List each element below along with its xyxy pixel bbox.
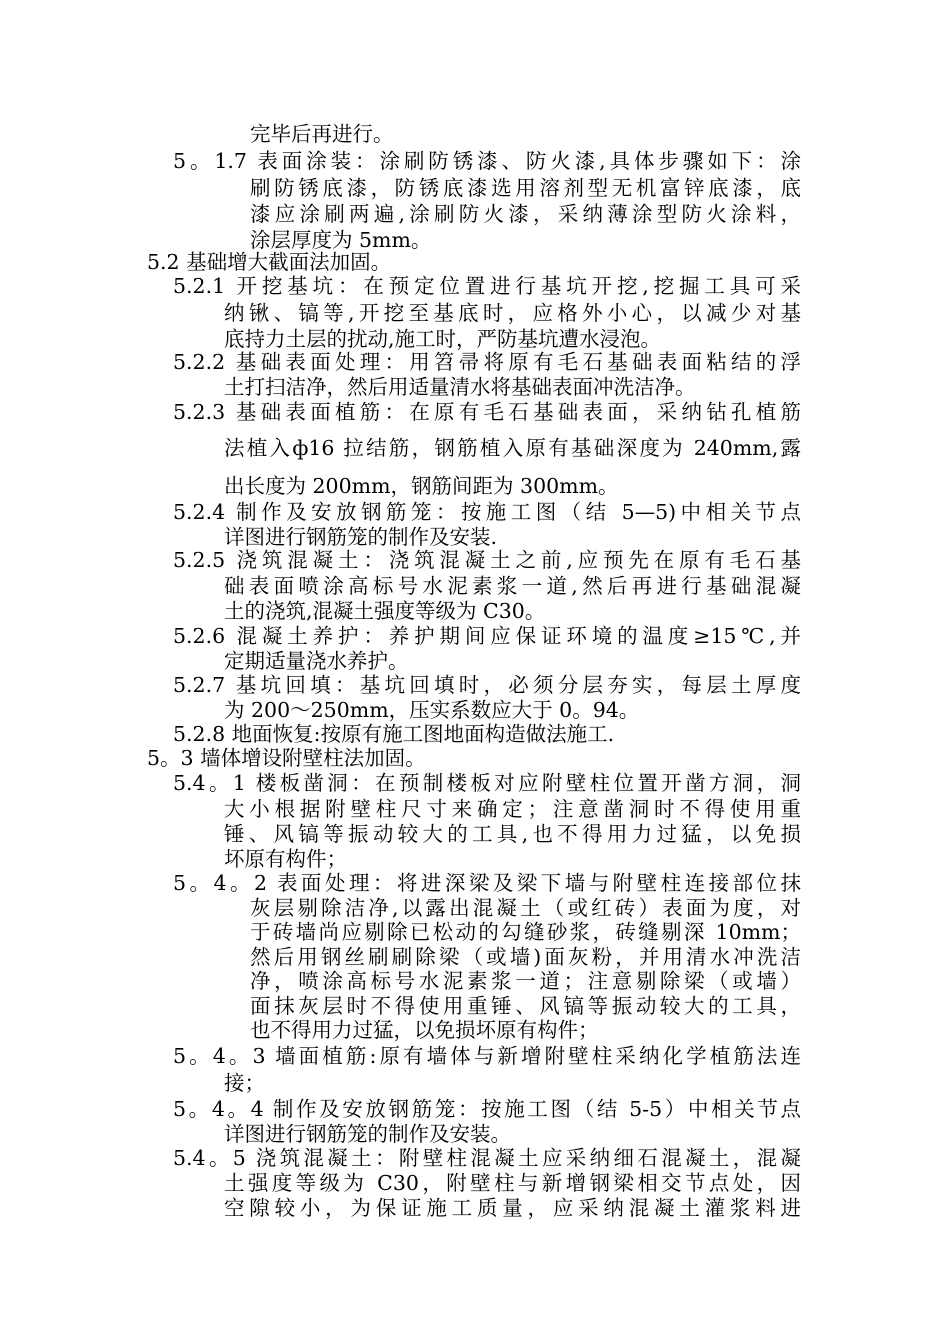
text-line: 刷防锈底漆，防锈底漆选用溶剂型无机富锌底漆，底 (250, 176, 801, 200)
text-line: 5.4。1 楼板凿洞：在预制楼板对应附壁柱位置开凿方洞，洞 (173, 771, 801, 795)
text-line: 涂层厚度为 5mm。 (250, 228, 432, 252)
text-line: 锤、风镐等振动较大的工具,也不得用力过猛，以免损 (224, 822, 801, 846)
text-line: 坏原有构件； (224, 847, 347, 871)
text-line: 于砖墙尚应剔除已松动的勾缝砂浆，砖缝剔深 10mm； (250, 920, 801, 944)
text-line: 5.2.1 开挖基坑：在预定位置进行基坑开挖,挖掘工具可采 (173, 274, 801, 298)
section-heading: 5.2 基础增大截面法加固。 (147, 250, 392, 274)
text-line: 纳锹、镐等,开挖至基底时，应格外小心，以减少对基 (224, 301, 801, 325)
text-line: 土的浇筑,混凝土强度等级为 C30。 (224, 599, 546, 623)
text-line: 完毕后再进行。 (250, 122, 394, 146)
text-line: 然后用钢丝刷刷除梁（或墙)面灰粉，并用清水冲洗洁 (250, 945, 801, 969)
text-line: 灰层剔除洁净,以露出混凝土（或红砖）表面为度，对 (250, 896, 801, 920)
text-line: 5.2.2 基础表面处理：用笤帚将原有毛石基础表面粘结的浮 (173, 350, 801, 374)
text-line: 详图进行钢筋笼的制作及安装。 (224, 1122, 511, 1146)
text-line: 也不得用力过猛，以免损坏原有构件； (250, 1018, 599, 1042)
text-line: 础表面喷涂高标号水泥素浆一道,然后再进行基础混凝 (224, 574, 801, 598)
text-line: 5.2.4 制作及安放钢筋笼：按施工图（结 5—5)中相关节点 (173, 500, 801, 524)
text-line: 漆应涂刷两遍,涂刷防火漆，采纳薄涂型防火涂料， (250, 202, 801, 226)
text-line: 土强度等级为 C30，附壁柱与新增钢梁相交节点处，因 (224, 1171, 801, 1195)
text-line: 5.4。5 浇筑混凝土：附壁柱混凝土应采纳细石混凝土，混凝 (173, 1146, 801, 1170)
text-line: 土打扫洁净，然后用适量清水将基础表面冲洗洁净。 (224, 375, 696, 399)
text-line: 5.2.8 地面恢复:按原有施工图地面构造做法施工. (173, 722, 615, 746)
text-line: 接； (224, 1071, 265, 1095)
text-line: 5。1.7 表面涂装：涂刷防锈漆、防火漆,具体步骤如下：涂 (173, 149, 801, 173)
text-line: 5.2.3 基础表面植筋：在原有毛石基础表面，采纳钻孔植筋 (173, 400, 801, 424)
text-line: 5。4。2 表面处理：将进深梁及梁下墙与附壁柱连接部位抹 (173, 871, 801, 895)
text-line: 底持力土层的扰动,施工时，严防基坑遭水浸泡。 (224, 327, 662, 351)
text-line: 法植入ф16 拉结筋，钢筋植入原有基础深度为 240mm,露 (224, 436, 801, 460)
text-line: 净，喷涂高标号水泥素浆一道；注意剔除梁（或墙） (250, 969, 801, 993)
text-line: 定期适量浇水养护。 (224, 649, 409, 673)
text-line: 空隙较小，为保证施工质量，应采纳混凝土灌浆料进 (224, 1196, 801, 1220)
text-line: 5。4。3 墙面植筋:原有墙体与新增附壁柱采纳化学植筋法连 (173, 1044, 801, 1068)
text-line: 出长度为 200mm，钢筋间距为 300mm。 (224, 474, 619, 498)
text-line: 5.2.6 混凝土养护：养护期间应保证环境的温度≥15℃,并 (173, 624, 801, 648)
text-line: 大小根据附壁柱尺寸来确定；注意凿洞时不得使用重 (224, 797, 801, 821)
text-line: 详图进行钢筋笼的制作及安装. (224, 525, 498, 549)
text-line: 面抹灰层时不得使用重锤、风镐等振动较大的工具， (250, 994, 801, 1018)
text-line: 5.2.5 浇筑混凝土：浇筑混凝土之前,应预先在原有毛石基 (173, 548, 801, 572)
text-line: 5。4。4 制作及安放钢筋笼：按施工图（结 5-5）中相关节点 (173, 1097, 801, 1121)
text-line: 为 200～250mm，压实系数应大于 0。94。 (224, 698, 640, 722)
text-line: 5.2.7 基坑回填：基坑回填时，必须分层夯实，每层土厚度 (173, 673, 801, 697)
section-heading: 5。3 墙体增设附壁柱法加固。 (147, 746, 426, 770)
